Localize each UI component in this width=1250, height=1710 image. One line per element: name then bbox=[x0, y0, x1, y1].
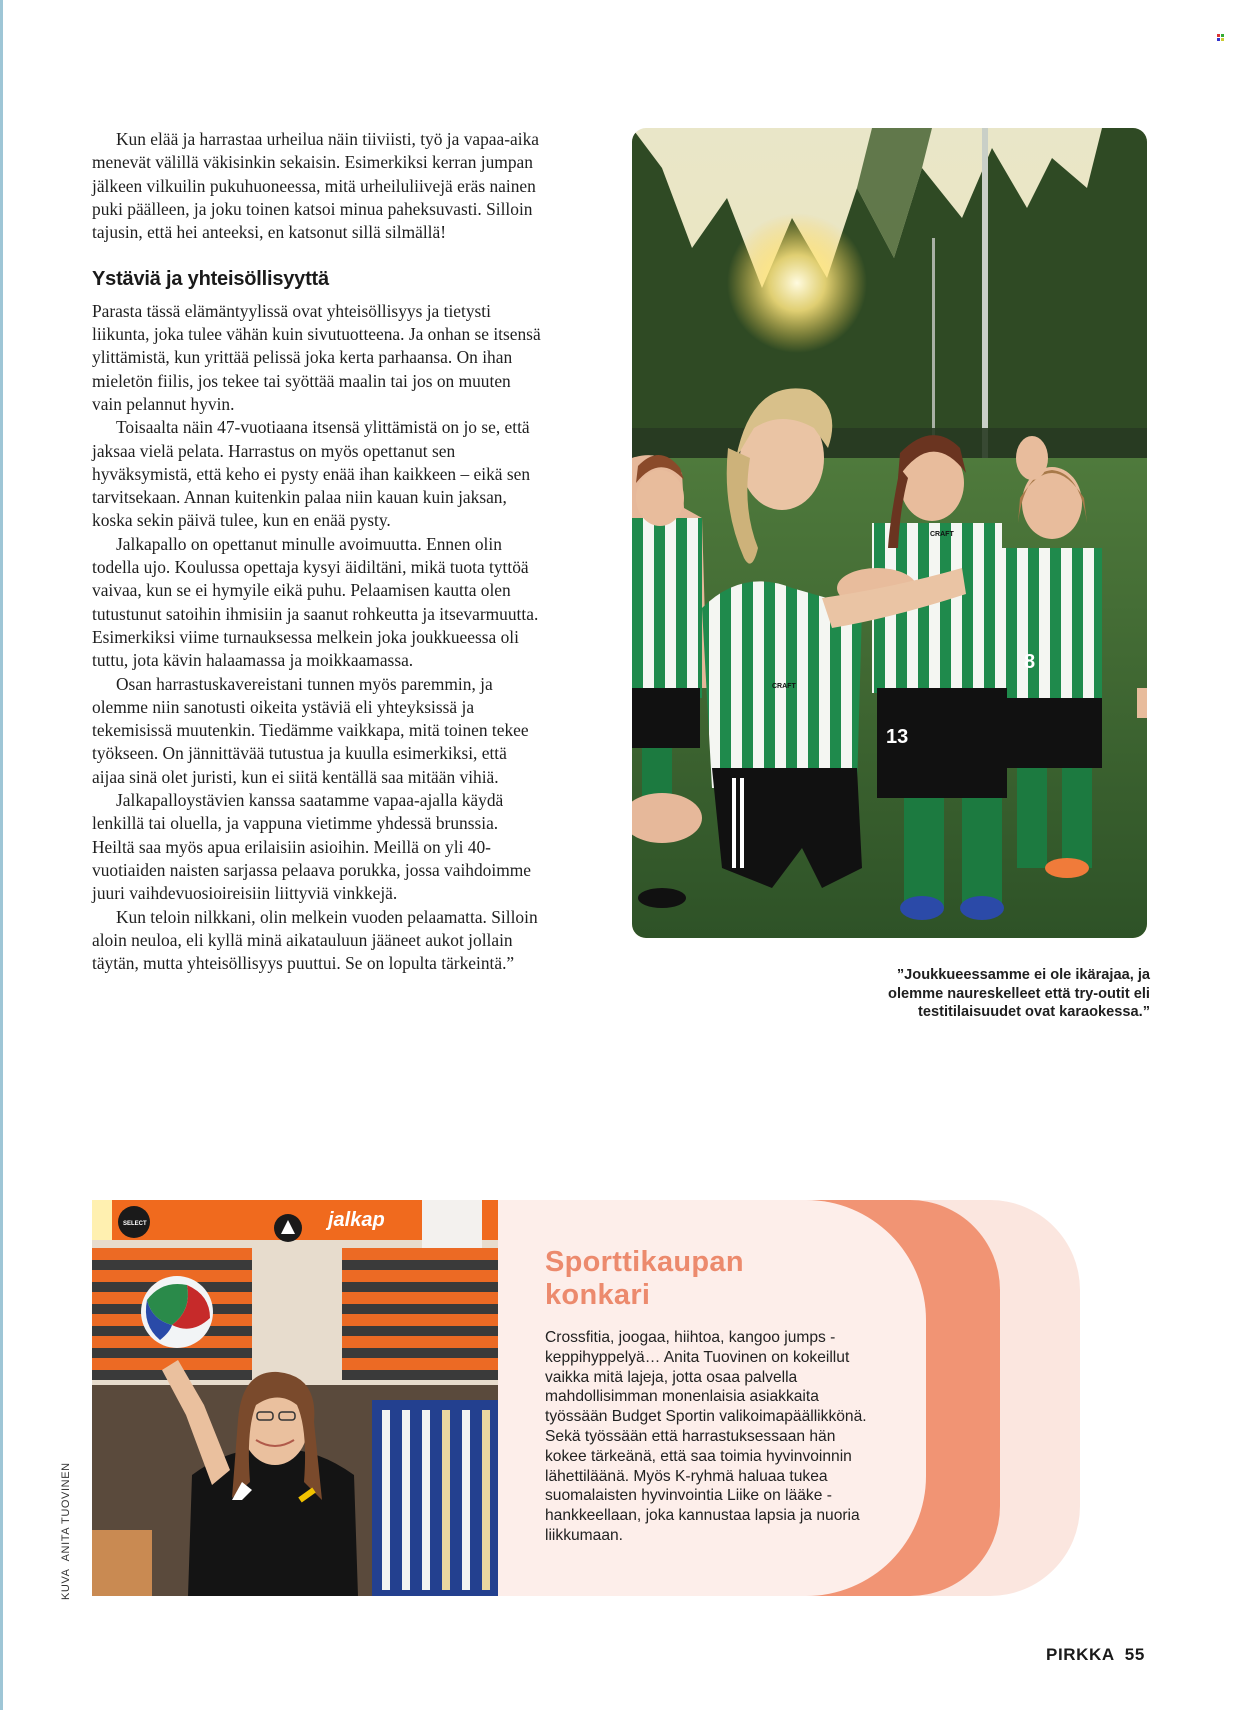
article-paragraph: Parasta tässä elämäntyylissä ovat yhteisöllisyys ja tietysti liikunta, joka tulee vähän kuin sivutuotteena. Ja onhan se itsensä ylittämistä, kun yrittää pelissä joka kerta parhaansa. On ihan mieletön fiilis, jos tekee tai syöttää maalin tai jos on muuten vain pelannut hyvin. bbox=[92, 300, 541, 414]
article-body bbox=[92, 128, 544, 975]
sidebar-text: Crossfitia, joogaa, hiihtoa, kangoo jumps -keppihyppelyä… Anita Tuovinen on kokeillut vaikka mitä lajeja, jotta osaa palvella mahdollisimman monenlaisia asiakkaita työssään Budget Sportin valikoimapäällikkönä. Sekä työssään että harrastuksessaan hän kokee tärkeänä, että saa toimia hyvinvoinnin lähettiläänä. Myös K-ryhmä haluaa tukea suomalaisten hyvinvointia Liike on lääke -hankkeellaan, joka kannustaa lapsia ja nuoria liikkumaan. bbox=[545, 1329, 867, 1544]
photo-credit bbox=[60, 1300, 72, 1600]
jersey-brand-label: CRAFT bbox=[772, 683, 796, 690]
page-folio bbox=[1046, 1645, 1145, 1665]
section-heading: Ystäviä ja yhteisöllisyyttä bbox=[92, 268, 329, 291]
select-logo-label: SELECT bbox=[123, 1221, 147, 1227]
photo-caption: ”Joukkueessamme ei ole ikärajaa, ja olemme naureskelleet että try-outit eli testitilaisuudet ovat karaokessa.” bbox=[888, 967, 1150, 1020]
print-registration-mark bbox=[1217, 34, 1225, 42]
team-photo bbox=[632, 128, 1147, 938]
store-photo bbox=[92, 1200, 498, 1596]
sidebar-box bbox=[92, 1200, 1080, 1596]
page-number: 55 bbox=[1124, 1645, 1145, 1664]
article-paragraph: Kun teloin nilkkani, olin melkein vuoden pelaamatta. Silloin aloin neuloa, eli kyllä minä aikatauluun jääneet aukot jollain täytän, mutta yhteisöllisyys puuttui. Se on lopulta tärkeintä.” bbox=[92, 906, 538, 974]
photo-credit-label: KUVA bbox=[60, 1568, 72, 1600]
jersey-brand-label: CRAFT bbox=[930, 531, 954, 538]
article-paragraph: Toisaalta näin 47-vuotiaana itsensä ylittämistä on jo se, että jaksaa vielä pelata. Harrastus on myös opettanut sen hyväksymistä, että keho ei pysty enää ihan kaikkeen – eikä sen tarvitsekaan. Annan kuitenkin palaa niin kauan kuin jaksan, koska sekin päivä tulee, kun en enää pysty. bbox=[92, 417, 531, 531]
article-paragraph: Kun elää ja harrastaa urheilua näin tiiviisti, työ ja vapaa-aika menevät välillä väkisinkin sekaisin. Esimerkiksi kerran jumpan jälkeen vilkuilin pukuhuoneessa, mitä urheiluliivejä eräs nainen puki päälleen, ja joku toinen katsoi minua paheksuvasti. Silloin tajusin, että hei anteeksi, en katsonut sillä silmällä! bbox=[92, 129, 539, 243]
jersey-number-13: 13 bbox=[886, 726, 909, 748]
page-edge-rule bbox=[0, 0, 3, 1710]
magazine-name: PIRKKA bbox=[1046, 1645, 1115, 1664]
article-paragraph: Jalkapallo on opettanut minulle avoimuutta. Ennen olin todella ujo. Koulussa opettaja kysyi äidiltäni, mikä tuota tyttöä vaivaa, kun se ei hymyile eikä puhu. Pelaamisen kautta olen tutustunut satoihin ihmisiin ja saanut rohkeutta ja itsevarmuutta. Esimerkiksi viime turnauksessa melkein joka joukkueessa oli tuttu, jota kävin halaamassa ja moikkaamassa. bbox=[92, 533, 539, 671]
sidebar-title: Sporttikaupan konkari bbox=[545, 1246, 744, 1311]
article-paragraph: Osan harrastuskavereistani tunnen myös paremmin, ja olemme niin sanotusti oikeita ystäviä eli yhteyksissä ja tekemisissä muutenkin. Tiedämme vaikkapa, mitä toinen tekee työkseen. On jännittävää tutustua ja kuulla esimerkiksi, että aijaa sinä olet juristi, kun ei siitä kentällä saa mitään vihiä. bbox=[92, 673, 529, 787]
article-paragraph: Jalkapalloystävien kanssa saatamme vapaa-ajalla käydä lenkillä tai oluella, ja vappuna vietimme yhdessä brunssia. Heiltä saa myös apua erilaisiin asioihin. Meillä on yli 40-vuotiaiden naisten sarjassa pelaava porukka, jossa vaihdoimme juuri vaihdevuosioireisiin liittyviä vinkkejä. bbox=[92, 790, 531, 904]
jersey-number-8: 8 bbox=[1024, 651, 1036, 673]
photo-credit-name: ANITA TUOVINEN bbox=[60, 1462, 72, 1562]
store-sign-text: jalkap bbox=[328, 1209, 385, 1231]
